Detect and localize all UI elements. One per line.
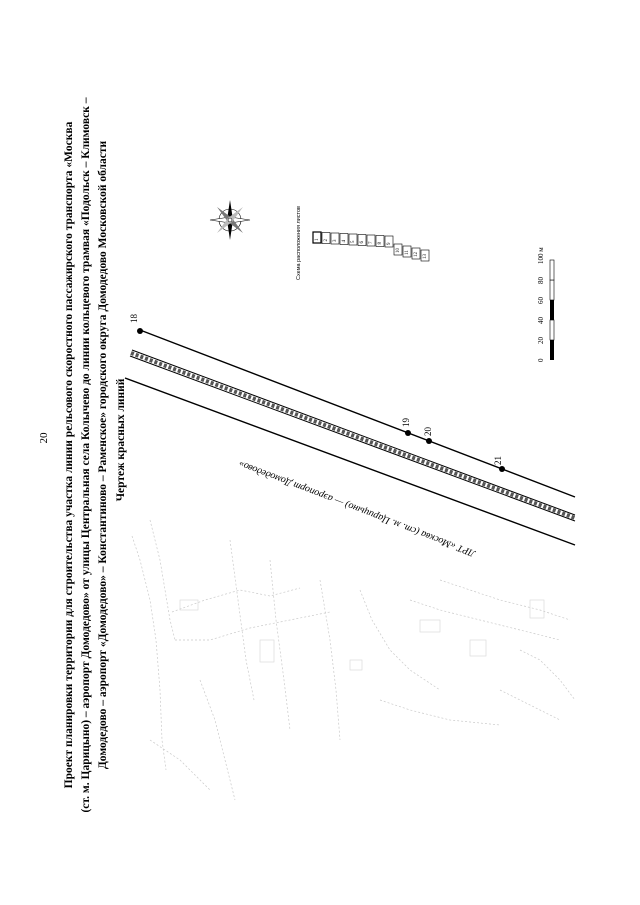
title-line-4: Чертеж красных линий — [115, 378, 127, 502]
sheet-cell-label-10: 10 — [396, 248, 401, 253]
point-label-21: 21 — [493, 456, 503, 465]
scale-tick-20: 20 — [537, 337, 545, 344]
scale-tick-0: 0 — [537, 358, 545, 362]
sheet-cell-label-11: 11 — [405, 250, 410, 255]
title-line-2: (ст. м. Царицыно) – аэропорт Домодедово» от улицы Центральная села Колычево до линии кольцевого трамвая «Подольск – Климовск – — [80, 97, 92, 813]
sheet-scheme-title: Схема расположения листов — [296, 206, 302, 280]
sheet-cell-label-13: 13 — [423, 254, 428, 259]
scale-bar — [537, 247, 554, 362]
title-line-1: Проект планировки территории для строительства участка линии рельсового скоростного пассажирского транспорта «Москва — [63, 121, 75, 789]
point-label-19: 19 — [401, 418, 411, 427]
sheet-cell-label-5: 5 — [351, 240, 356, 243]
sheet-cell-label-7: 7 — [369, 241, 374, 244]
sheet-cell-label-9: 9 — [387, 242, 392, 245]
point-labels — [129, 314, 503, 466]
sheet-cell-label-3: 3 — [333, 239, 338, 242]
scale-tick-60: 60 — [537, 297, 545, 304]
background-map-solid — [180, 600, 544, 670]
railway-strip — [130, 350, 575, 521]
scale-tick-100: 100 м — [537, 247, 545, 264]
point-21 — [499, 466, 505, 472]
point-19 — [405, 430, 411, 436]
sheet-cell-label-8: 8 — [378, 242, 383, 245]
compass-rose-icon — [210, 200, 250, 240]
scale-tick-80: 80 — [537, 277, 545, 284]
title-block — [63, 97, 127, 812]
point-label-18: 18 — [129, 314, 139, 323]
sheet-cell-label-6: 6 — [360, 241, 365, 244]
sheet-cell-label-1: 1 — [315, 238, 320, 241]
page-number: 20 — [38, 432, 50, 444]
point-label-20: 20 — [423, 427, 433, 436]
rail-line-label: ЛРТ «Москва (ст. м. Царицыно) — аэропорт Домодедово» — [237, 457, 477, 559]
red-line-lower — [125, 378, 575, 545]
point-18 — [137, 328, 143, 334]
sheet-cell-label-12: 12 — [414, 252, 419, 257]
sheet-scheme — [296, 206, 429, 280]
sheet-cell-label-2: 2 — [324, 239, 329, 242]
red-line-upper — [140, 330, 575, 497]
point-20 — [426, 438, 432, 444]
title-line-3: Домодедово – аэропорт «Домодедово» – Константиново – Раменское» городского округа Домодедово Московской области — [97, 140, 109, 770]
sheet-cell-label-4: 4 — [342, 240, 347, 243]
scale-tick-40: 40 — [537, 317, 545, 324]
